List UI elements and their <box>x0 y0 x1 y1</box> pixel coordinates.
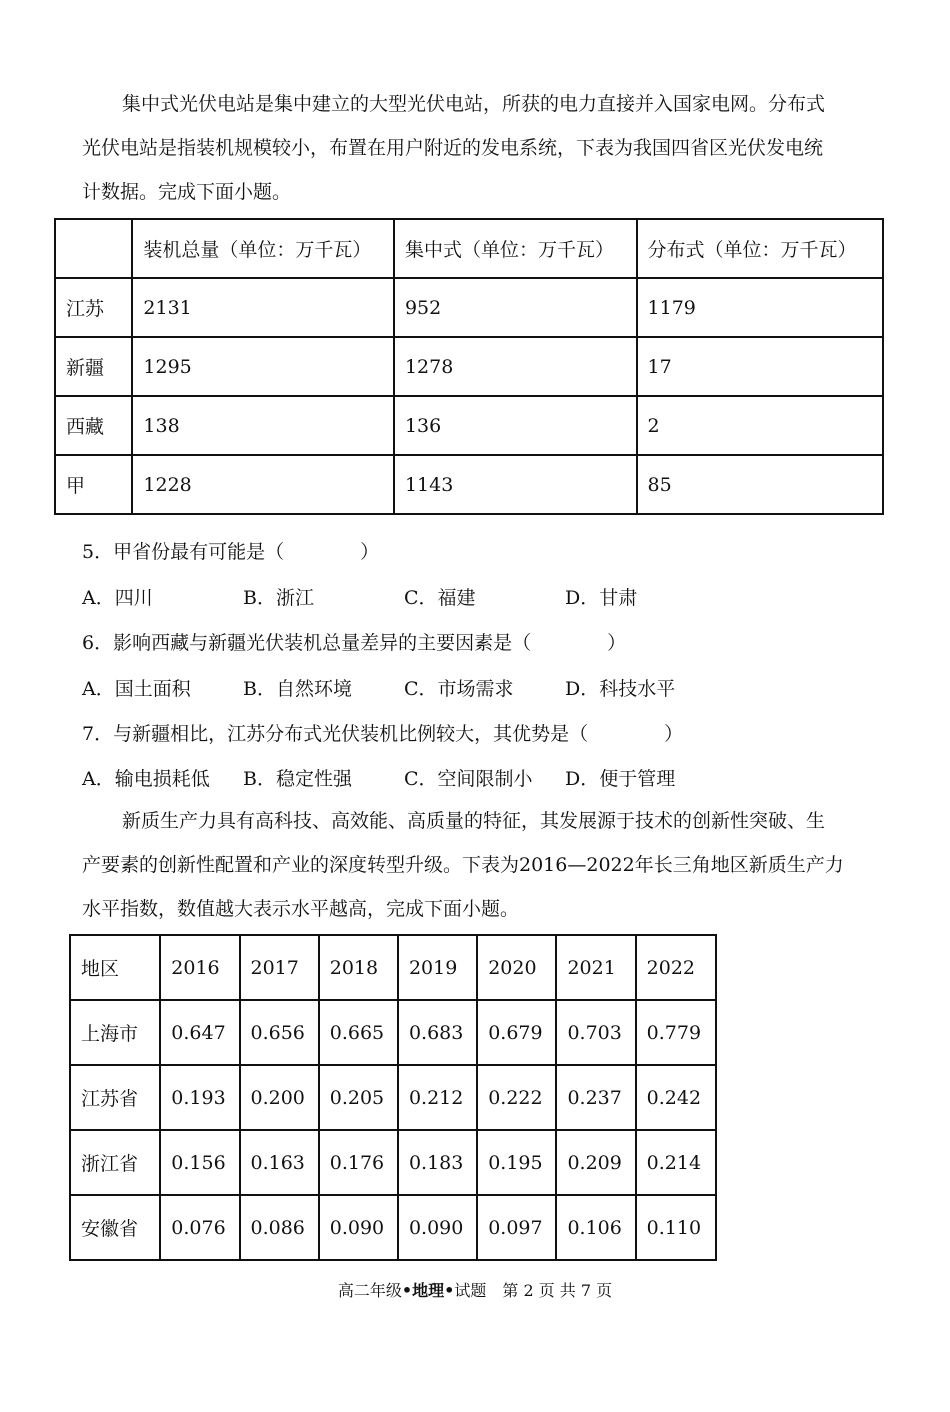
table-cell: 0.214 <box>636 1130 716 1195</box>
table-row <box>55 455 883 514</box>
table-cell: 0.209 <box>556 1130 635 1195</box>
table-header-cell: 集中式（单位：万千瓦） <box>394 219 637 278</box>
table-cell: 上海市 <box>70 1000 160 1065</box>
option-c: C．福建 <box>404 587 476 609</box>
table-cell: 0.237 <box>556 1065 635 1130</box>
text-line: 产要素的创新性配置和产业的深度转型升级。下表为2016—2022年长三角地区新质生产力 <box>82 854 844 876</box>
table-cell: 江苏省 <box>70 1065 160 1130</box>
table-cell: 0.242 <box>636 1065 716 1130</box>
table-cell: 甲 <box>55 455 132 514</box>
question-6-options <box>82 674 726 701</box>
page-footer <box>0 1278 950 1301</box>
table-cell: 江苏 <box>55 278 132 337</box>
table-cell: 17 <box>637 337 883 396</box>
table-row <box>55 278 883 337</box>
table-cell: 西藏 <box>55 396 132 455</box>
table-row <box>70 1000 716 1065</box>
table-cell: 0.090 <box>319 1195 398 1260</box>
table-cell: 952 <box>394 278 637 337</box>
table-header-cell: 2021 <box>556 935 635 1000</box>
table-header-cell: 装机总量（单位：万千瓦） <box>132 219 394 278</box>
table-cell: 0.200 <box>240 1065 319 1130</box>
option-b: B．自然环境 <box>243 678 352 700</box>
option-d: D．甘肃 <box>565 587 638 609</box>
table-header-cell: 分布式（单位：万千瓦） <box>637 219 883 278</box>
option-d: D．便于管理 <box>565 768 676 790</box>
option-b: B．稳定性强 <box>243 768 352 790</box>
table-cell: 1228 <box>132 455 394 514</box>
text-line: 光伏电站是指装机规模较小，布置在用户附近的发电系统，下表为我国四省区光伏发电统 <box>82 137 824 159</box>
table-cell: 0.183 <box>398 1130 477 1195</box>
table-row <box>55 337 883 396</box>
table-header-cell: 2022 <box>636 935 716 1000</box>
table-row <box>55 396 883 455</box>
table-cell: 0.176 <box>319 1130 398 1195</box>
table-cell: 0.779 <box>636 1000 716 1065</box>
table-header-cell: 2020 <box>477 935 556 1000</box>
table-cell: 0.656 <box>240 1000 319 1065</box>
option-c: C．空间限制小 <box>404 768 533 790</box>
table-cell: 0.110 <box>636 1195 716 1260</box>
question-7-options <box>82 764 726 791</box>
table-cell: 0.156 <box>160 1130 239 1195</box>
option-d: D．科技水平 <box>565 678 676 700</box>
table-cell: 0.097 <box>477 1195 556 1260</box>
table-header-row <box>70 935 716 1000</box>
productivity-index-table <box>69 934 717 1261</box>
table-cell: 1278 <box>394 337 637 396</box>
table-cell: 85 <box>637 455 883 514</box>
footer-grade: 高二年级 <box>337 1281 402 1300</box>
option-c: C．市场需求 <box>404 678 514 700</box>
table-cell: 0.665 <box>319 1000 398 1065</box>
footer-dot: • <box>401 1281 413 1300</box>
table-cell: 0.163 <box>240 1130 319 1195</box>
option-a: A．四川 <box>82 587 153 609</box>
text-line: 集中式光伏电站是集中建立的大型光伏电站，所获的电力直接并入国家电网。分布式 <box>122 93 826 115</box>
table-cell: 1179 <box>637 278 883 337</box>
question-5-options <box>82 583 726 610</box>
table-cell: 138 <box>132 396 394 455</box>
table-row <box>70 1065 716 1130</box>
table-cell: 0.683 <box>398 1000 477 1065</box>
table-cell: 2131 <box>132 278 394 337</box>
table-cell: 0.222 <box>477 1065 556 1130</box>
table-header-cell: 2017 <box>240 935 319 1000</box>
footer-type: 试题 <box>454 1281 487 1300</box>
table-cell: 0.106 <box>556 1195 635 1260</box>
text-line: 水平指数，数值越大表示水平越高，完成下面小题。 <box>82 898 520 920</box>
option-a: A．国土面积 <box>82 678 191 700</box>
table-cell: 2 <box>637 396 883 455</box>
question-7: 7．与新疆相比，江苏分布式光伏装机比例较大，其优势是（ ） <box>82 723 684 745</box>
table-header-cell: 2018 <box>319 935 398 1000</box>
table-cell: 0.212 <box>398 1065 477 1130</box>
table-cell: 136 <box>394 396 637 455</box>
table-cell: 0.193 <box>160 1065 239 1130</box>
footer-page-number: 第 2 页 共 7 页 <box>502 1281 613 1300</box>
table-header-cell: 2019 <box>398 935 477 1000</box>
table-cell: 安徽省 <box>70 1195 160 1260</box>
photovoltaic-table <box>54 218 884 515</box>
table-header-row <box>55 219 883 278</box>
text-line: 计数据。完成下面小题。 <box>82 181 292 203</box>
table-cell: 新疆 <box>55 337 132 396</box>
table-header-cell: 地区 <box>70 935 160 1000</box>
table-cell: 0.679 <box>477 1000 556 1065</box>
option-b: B．浙江 <box>243 587 314 609</box>
table-header-cell: 2016 <box>160 935 239 1000</box>
table-cell: 0.195 <box>477 1130 556 1195</box>
table-cell: 0.703 <box>556 1000 635 1065</box>
table-cell: 0.076 <box>160 1195 239 1260</box>
table-header-cell <box>55 219 132 278</box>
table-cell: 0.205 <box>319 1065 398 1130</box>
question-6: 6．影响西藏与新疆光伏装机总量差异的主要因素是（ ） <box>82 632 627 654</box>
intro-paragraph-2 <box>82 799 872 931</box>
question-5: 5．甲省份最有可能是（ ） <box>82 541 380 563</box>
footer-subject: 地理 <box>412 1281 445 1300</box>
table-cell: 浙江省 <box>70 1130 160 1195</box>
table-row <box>70 1195 716 1260</box>
table-cell: 0.647 <box>160 1000 239 1065</box>
table-cell: 1295 <box>132 337 394 396</box>
table-cell: 0.090 <box>398 1195 477 1260</box>
option-a: A．输电损耗低 <box>82 768 210 790</box>
table-row <box>70 1130 716 1195</box>
footer-dot: • <box>444 1281 455 1300</box>
intro-paragraph-1 <box>82 82 872 214</box>
table-cell: 0.086 <box>240 1195 319 1260</box>
text-line: 新质生产力具有高科技、高效能、高质量的特征，其发展源于技术的创新性突破、生 <box>122 810 826 832</box>
table-cell: 1143 <box>394 455 637 514</box>
